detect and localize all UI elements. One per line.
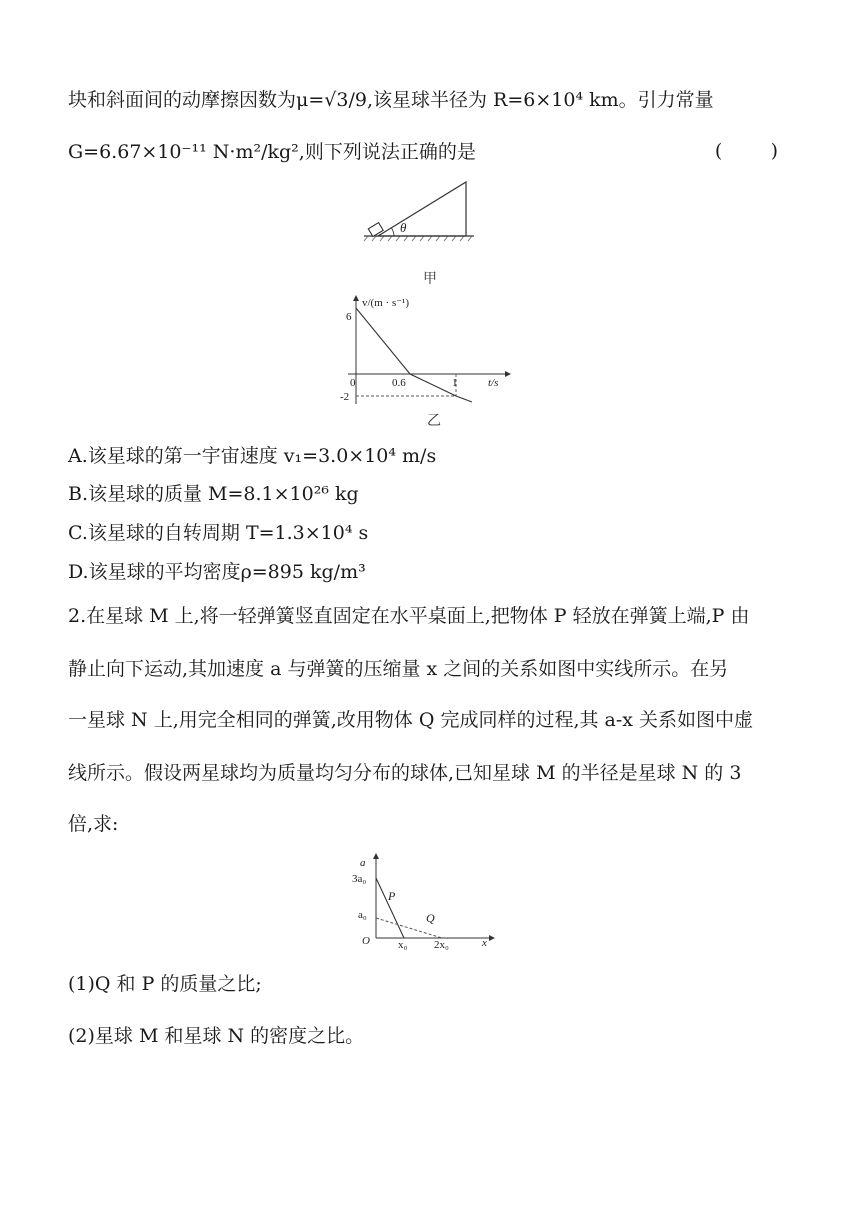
x-tick-0.6: 0.6	[392, 377, 406, 389]
problem2-line4: 线所示。假设两星球均为质量均匀分布的球体,已知星球 M 的半径是星球 N 的 3	[68, 762, 742, 784]
label-p: P	[388, 889, 396, 903]
angle-theta-label: θ	[400, 220, 407, 235]
y-tick-a0: a₀	[358, 909, 367, 921]
problem2-line2: 静止向下运动,其加速度 a 与弹簧的压缩量 x 之间的关系如图中实线所示。在另	[68, 658, 729, 680]
y-tick-neg2: -2	[340, 391, 350, 403]
option-a: A.该星球的第一宇宙速度 v₁=3.0×10⁴ m/s	[68, 445, 437, 467]
v-axis-label: v/(m · s⁻¹)	[362, 297, 409, 309]
line-p	[376, 878, 404, 938]
problem2-line1: 2.在星球 M 上,将一轻弹簧竖直固定在水平桌面上,把物体 P 轻放在弹簧上端,P 由	[68, 605, 750, 627]
problem1-line1: 块和斜面间的动摩擦因数为μ=√3/9,该星球半径为 R=6×10⁴ km。引力常量	[68, 89, 714, 111]
problem2-line3: 一星球 N 上,用完全相同的弹簧,改用物体 Q 完成同样的过程,其 a-x 关系如图中虚	[68, 709, 754, 731]
incline-triangle	[378, 182, 466, 236]
y-tick-3a0: 3a₀	[352, 873, 367, 885]
origin-label: O	[362, 935, 370, 947]
answer-parentheses: ( )	[714, 140, 778, 162]
x-tick-2x0: 2x₀	[434, 939, 449, 951]
ground-hatch	[364, 236, 472, 241]
y-tick-6: 6	[346, 311, 352, 323]
x-tick-x0: x₀	[398, 939, 408, 951]
t-axis-label: t/s	[488, 377, 499, 389]
ax-graph	[348, 852, 496, 952]
option-d: D.该星球的平均密度ρ=895 kg/m³	[68, 561, 366, 583]
x-tick-0: 0	[350, 377, 356, 389]
problem1-line2: G=6.67×10⁻¹¹ N·m²/kg²,则下列说法正确的是	[68, 141, 476, 163]
question-2: (2)星球 M 和星球 N 的密度之比。	[68, 1025, 365, 1047]
option-c: C.该星球的自转周期 T=1.3×10⁴ s	[68, 522, 369, 544]
question-1: (1)Q 和 P 的质量之比;	[68, 973, 262, 995]
incline-figure	[360, 178, 480, 244]
x-axis-label: x	[482, 937, 487, 949]
problem2-line5: 倍,求:	[68, 813, 119, 835]
option-b: B.该星球的质量 M=8.1×10²⁶ kg	[68, 483, 359, 505]
a-axis-label: a	[360, 857, 366, 869]
figure-jia-label: 甲	[423, 271, 437, 287]
x-tick-1: 1	[452, 377, 458, 389]
figure-yi-label: 乙	[427, 413, 441, 429]
label-q: Q	[426, 911, 435, 925]
vt-graph	[332, 292, 512, 410]
